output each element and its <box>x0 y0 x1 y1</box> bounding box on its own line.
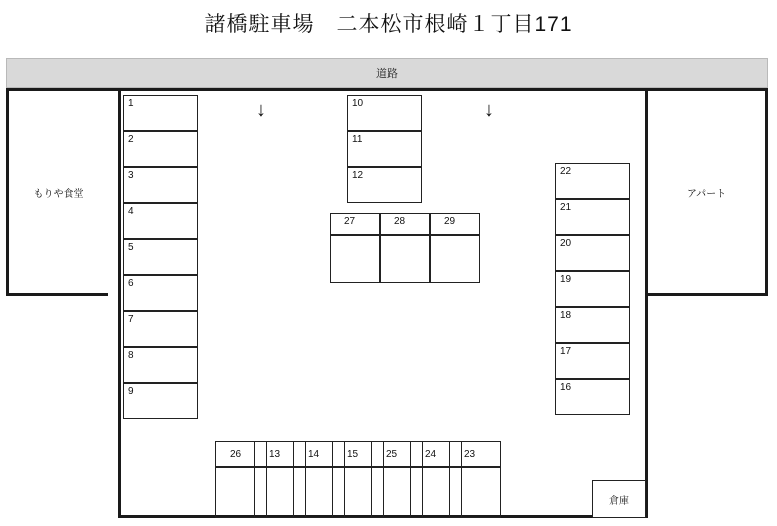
stall-12[interactable] <box>347 167 422 203</box>
stall-20[interactable] <box>555 235 630 271</box>
stall-19-label: 19 <box>560 274 572 285</box>
stall-6[interactable] <box>123 275 198 311</box>
stall-24-label: 24 <box>425 449 437 460</box>
road-label: 道路 <box>376 68 398 80</box>
road-band <box>6 58 768 88</box>
lot-wall-top-left <box>108 88 293 91</box>
stall-16-label: 16 <box>560 382 572 393</box>
stall-10[interactable] <box>347 95 422 131</box>
stall-11[interactable] <box>347 131 422 167</box>
stall-18-label: 18 <box>560 310 572 321</box>
stall-5[interactable] <box>123 239 198 275</box>
stall-18[interactable] <box>555 307 630 343</box>
stall-20-label: 20 <box>560 238 572 249</box>
stall-14-label: 14 <box>308 449 320 460</box>
entrance-arrow-right: ↓ <box>484 99 494 121</box>
stall-22-label: 22 <box>560 166 572 177</box>
lot-wall-top-middle <box>293 88 525 91</box>
stall-2-label: 2 <box>128 134 134 145</box>
right-building-label: アパート <box>686 188 727 200</box>
stall-28-label: 28 <box>394 216 406 227</box>
stall-23-label: 23 <box>464 449 476 460</box>
stall-23-body[interactable] <box>449 467 501 518</box>
stall-17[interactable] <box>555 343 630 379</box>
lot-wall-left <box>118 88 121 518</box>
stall-4[interactable] <box>123 203 198 239</box>
right-building <box>648 88 768 296</box>
stall-7[interactable] <box>123 311 198 347</box>
stall-22[interactable] <box>555 163 630 199</box>
stall-16[interactable] <box>555 379 630 415</box>
stall-11-label: 11 <box>352 134 363 145</box>
left-building-label: もりや食堂 <box>33 188 84 200</box>
stall-10-label: 10 <box>352 98 364 109</box>
stall-21[interactable] <box>555 199 630 235</box>
stall-29-label: 29 <box>444 216 456 227</box>
stall-1[interactable] <box>123 95 198 131</box>
stall-8-label: 8 <box>128 350 134 361</box>
page-title: 諸橋駐車場 二本松市根崎１丁目171 <box>204 13 573 36</box>
stall-6-label: 6 <box>128 278 134 289</box>
stall-1-label: 1 <box>128 98 134 109</box>
stall-19[interactable] <box>555 271 630 307</box>
stall-29-body[interactable] <box>430 235 480 283</box>
stall-27[interactable] <box>330 213 380 235</box>
stall-2[interactable] <box>123 131 198 167</box>
stall-27-body[interactable] <box>330 235 380 283</box>
storage-shed-label: 倉庫 <box>609 495 629 507</box>
stall-12-label: 12 <box>352 170 364 181</box>
stall-8[interactable] <box>123 347 198 383</box>
stall-15-label: 15 <box>347 449 359 460</box>
stall-13-label: 13 <box>269 449 281 460</box>
stall-9[interactable] <box>123 383 198 419</box>
stall-25-label: 25 <box>386 449 398 460</box>
stall-17-label: 17 <box>560 346 572 357</box>
stall-29[interactable] <box>430 213 480 235</box>
stall-28[interactable] <box>380 213 430 235</box>
stall-4-label: 4 <box>128 206 134 217</box>
stall-5-label: 5 <box>128 242 134 253</box>
entrance-arrow-left: ↓ <box>256 99 266 121</box>
storage-shed <box>592 480 646 518</box>
stall-27-label: 27 <box>344 216 356 227</box>
stall-9-label: 9 <box>128 386 134 397</box>
stall-7-label: 7 <box>128 314 134 325</box>
stall-26-label: 26 <box>230 449 242 460</box>
stall-3[interactable] <box>123 167 198 203</box>
stall-23[interactable] <box>449 441 501 467</box>
stall-21-label: 21 <box>560 202 572 213</box>
lot-wall-right <box>645 88 648 518</box>
stall-28-body[interactable] <box>380 235 430 283</box>
left-building <box>6 88 108 296</box>
stall-3-label: 3 <box>128 170 134 181</box>
lot-wall-top-right <box>525 88 648 91</box>
